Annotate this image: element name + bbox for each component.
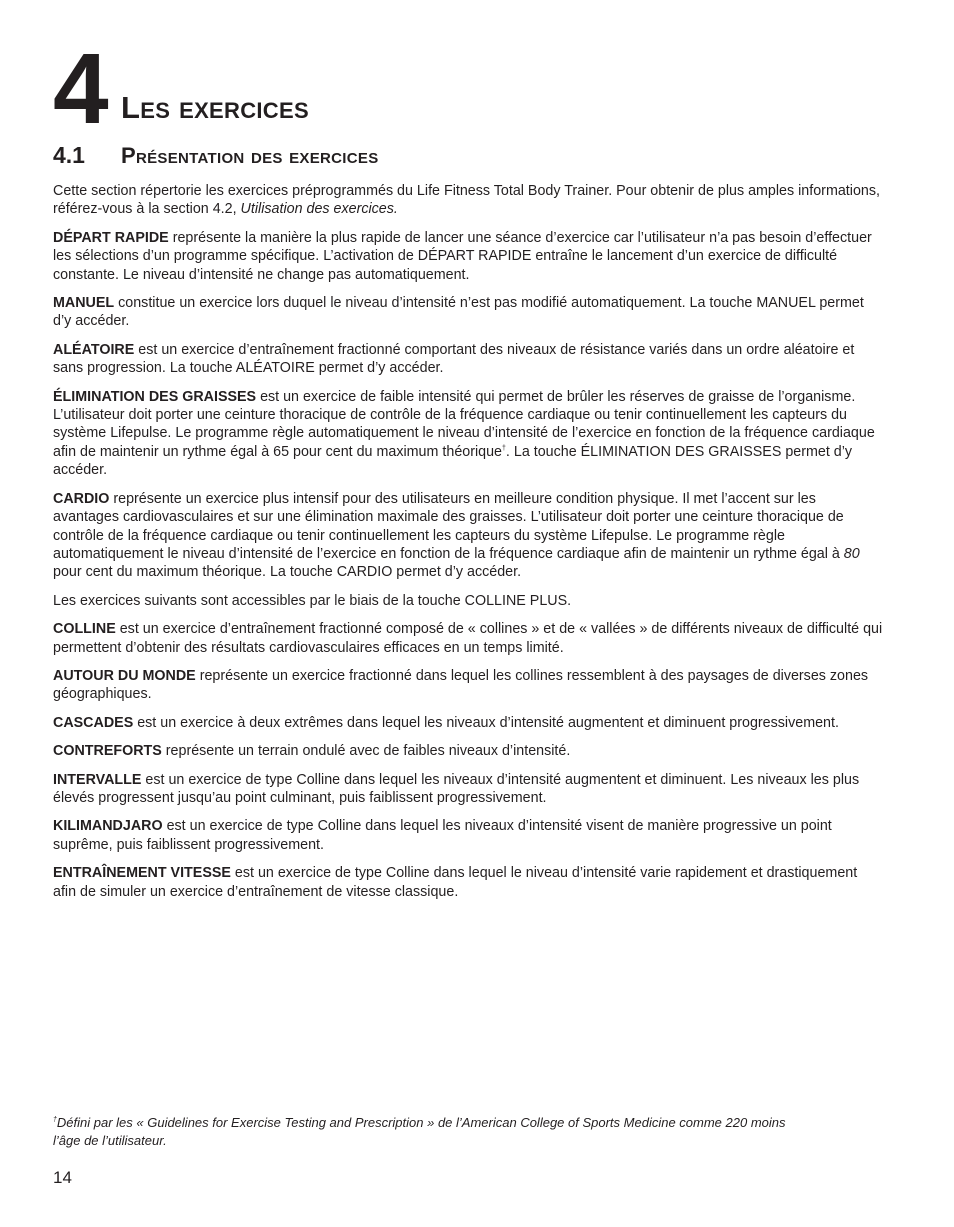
term-elimination: ÉLIMINATION DES GRAISSES — [53, 388, 257, 405]
term-cascades: CASCADES — [53, 714, 134, 731]
term-colline: COLLINE — [53, 621, 116, 638]
section-number: 4.1 — [53, 142, 85, 168]
intro-paragraph — [53, 182, 883, 219]
page-number: 14 — [53, 1168, 72, 1187]
desc-cardio-end: pour cent du maximum théorique. La touche CARDIO permet d’y accéder. — [53, 564, 522, 581]
paragraph-entrainement-vitesse — [53, 864, 883, 901]
desc-kilimandjaro: est un exercice de type Colline dans lequel les niveaux d’intensité visent de manière progressive un point suprême, puis faiblissent progressivement. — [53, 818, 832, 853]
paragraph-manuel — [53, 294, 883, 331]
paragraph-elimination — [53, 388, 883, 480]
paragraph-autour-du-monde — [53, 667, 883, 704]
desc-cardio: représente un exercice plus intensif pour des utilisateurs en meilleure condition physique. Il met l’accent sur les avantages cardiovasculaires et sur une élimination maximale des graisses. L’utilisateur doit porter une ceinture thoracique de contrôle de la fréquence cardiaque ou tenir continuellement les capteurs du système Lifepulse. Le programme règle automatiquement le niveau d’intensité de l’exercice en fonction de la fréquence cardiaque afin de maintenir un rythme égal à — [53, 490, 844, 562]
desc-entrainement-vitesse: est un exercice de type Colline dans lequel le niveau d’intensité varie rapidement et drastiquement afin de simuler un exercice d’entraînement de vitesse classique. — [53, 865, 858, 900]
desc-depart-rapide: représente la manière la plus rapide de lancer une séance d’exercice car l’utilisateur n’a pas besoin d’effectuer les sélections d’un programme spécifique. L’activation de DÉPART RAPIDE entraîne le lancement d’un exercice de difficulté constante. Le niveau d’intensité ne change pas automatiquement. — [53, 229, 872, 283]
section-heading — [53, 140, 379, 174]
desc-aleatoire: est un exercice d’entraînement fractionné comportant des niveaux de résistance variés dans un ordre aléatoire et sans progression. La touche ALÉATOIRE permet d’y accéder. — [53, 341, 855, 377]
footnote-text: Défini par les « Guidelines for Exercise Testing and Prescription » de l’American College of Sports Medicine comme 220 moins l’âge de l’utilisateur. — [53, 1115, 786, 1148]
desc-manuel: constitue un exercice lors duquel le niveau d’intensité n’est pas modifié automatiquement. La touche MANUEL permet d’y accéder. — [53, 295, 864, 330]
chapter-title: Les exercices — [121, 90, 309, 125]
desc-autour-du-monde: représente un exercice fractionné dans lequel les collines ressemblent à des paysages de diverses zones géographiques. — [53, 667, 869, 703]
desc-cascades: est un exercice à deux extrêmes dans lequel les niveaux d’intensité augmentent et diminuent progressivement. — [133, 714, 839, 731]
desc-colline: est un exercice d’entraînement fractionné composé de « collines » et de « vallées » de différents niveaux de difficulté qui permettent d’obtenir des résultats cardiovasculaires efficaces en un temps limité. — [53, 621, 883, 656]
section-title: Présentation des exercices — [121, 143, 379, 168]
footnote-symbol: † — [53, 1116, 57, 1124]
paragraph-cardio — [53, 490, 883, 582]
paragraph-contreforts — [53, 742, 883, 760]
footnote-mark: † — [502, 445, 506, 453]
term-depart-rapide: DÉPART RAPIDE — [53, 229, 169, 246]
desc-contreforts: représente un terrain ondulé avec de faibles niveaux d’intensité. — [161, 743, 571, 760]
term-cardio: CARDIO — [53, 490, 110, 507]
paragraph-depart-rapide — [53, 229, 883, 284]
body-text — [53, 182, 883, 911]
chapter-number: 4 — [53, 33, 109, 145]
section-reference: Utilisation des exercices. — [240, 201, 398, 218]
paragraph-cascades — [53, 714, 883, 732]
term-aleatoire: ALÉATOIRE — [53, 341, 135, 358]
paragraph-colline — [53, 620, 883, 657]
footnote — [53, 1114, 813, 1149]
term-autour-du-monde: AUTOUR DU MONDE — [53, 667, 196, 684]
colline-plus-note: Les exercices suivants sont accessibles par le biais de la touche COLLINE PLUS. — [53, 592, 572, 609]
desc-elimination-end: . La touche ÉLIMINATION DES GRAISSES permet d’y accéder. — [53, 443, 853, 479]
paragraph-intervalle — [53, 771, 883, 808]
term-contreforts: CONTREFORTS — [53, 743, 162, 760]
intro-text: Cette section répertorie les exercices préprogrammés du Life Fitness Total Body Trainer. Pour obtenir de plus amples informations, référez-vous à la section 4.2, — [53, 183, 880, 218]
term-intervalle: INTERVALLE — [53, 771, 142, 788]
cardio-percent: 80 — [843, 545, 860, 562]
paragraph-kilimandjaro — [53, 817, 883, 854]
desc-elimination: est un exercice de faible intensité qui permet de brûler les réserves de graisse de l’organisme. L’utilisateur doit porter une ceinture thoracique de contrôle de la fréquence cardiaque ou tenir continuellement les capteurs du système Lifepulse. Le programme règle automatiquement le niveau d’intensité de l’exercice en fonction de la fréquence cardiaque afin de maintenir un rythme égal à 65 pour cent du maximum théorique — [53, 388, 875, 460]
term-manuel: MANUEL — [53, 295, 115, 312]
term-kilimandjaro: KILIMANDJARO — [53, 818, 163, 835]
desc-intervalle: est un exercice de type Colline dans lequel les niveaux d’intensité augmentent et diminuent. Les niveaux les plus élevés progressent jusqu’au point culminant, puis faiblissent progressivement. — [53, 771, 860, 806]
term-entrainement-vitesse: ENTRAÎNEMENT VITESSE — [53, 865, 231, 882]
paragraph-aleatoire — [53, 341, 883, 378]
